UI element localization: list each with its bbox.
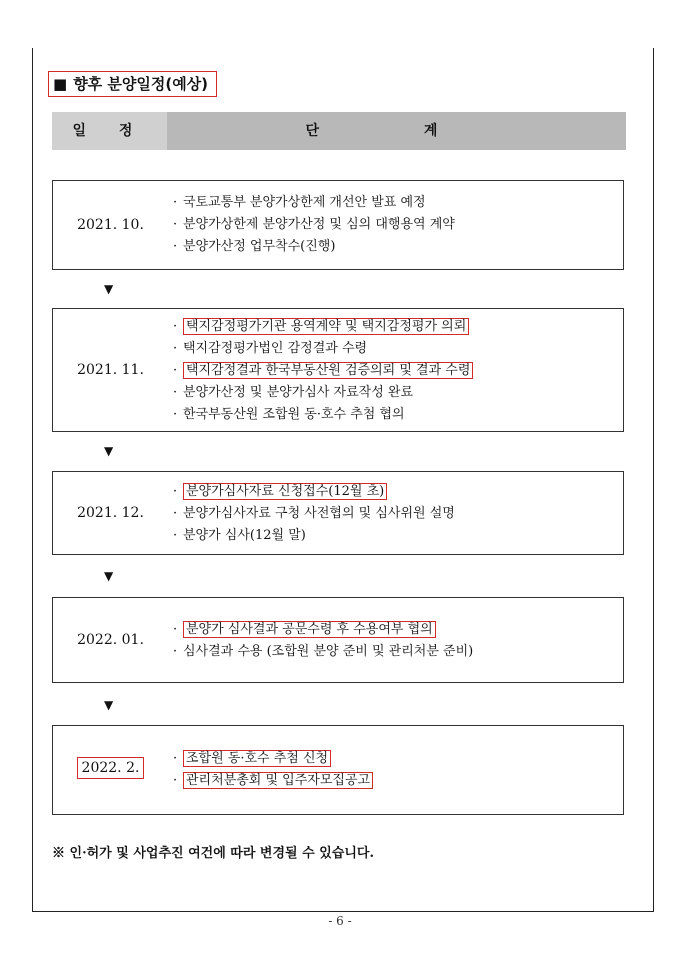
stage-items <box>173 481 455 547</box>
highlight-box: 분양가 심사결과 공문수령 후 수용여부 협의 <box>183 621 436 638</box>
header-date: 일 정 <box>72 123 147 139</box>
stage-items <box>173 748 373 792</box>
table-header <box>52 112 626 150</box>
highlight-box: 관리처분총회 및 입주자모집공고 <box>183 772 373 789</box>
stage-items <box>173 316 473 426</box>
arrow-down-icon: ▼ <box>104 444 114 458</box>
stage-date: 2022. 01. <box>77 632 144 648</box>
list-item: · 심사결과 수용 (조합원 분양 준비 및 관리처분 준비) <box>173 644 474 659</box>
list-item: · 분양가상한제 분양가산정 및 심의 대행용역 계약 <box>173 217 455 232</box>
page-number: - 6 - <box>328 914 352 928</box>
highlight-box: 택지감정평가기관 용역계약 및 택지감정평가 의뢰 <box>183 318 469 335</box>
highlight-box: 조합원 동·호수 추첨 신청 <box>183 750 331 767</box>
list-item: · 분양가심사자료 구청 사전협의 및 심사위원 설명 <box>173 506 455 521</box>
list-item: · 분양가산정 업무착수(진행) <box>173 239 336 254</box>
list-item: · 택지감정평가법인 감정결과 수령 <box>173 341 368 356</box>
stage-2022-01 <box>52 597 624 683</box>
list-item: · 한국부동산원 조합원 동·호수 추첨 협의 <box>173 407 405 422</box>
list-item: · 분양가 심사(12월 말) <box>173 528 306 543</box>
list-item: · 조합원 동·호수 추첨 신청 <box>173 748 373 770</box>
header-step: 단 계 <box>167 112 626 150</box>
list-item: · 국토교통부 분양가상한제 개선안 발표 예정 <box>173 195 426 210</box>
stage-items <box>173 192 455 258</box>
stage-2021-11 <box>52 308 624 432</box>
stage-2021-10 <box>52 180 624 270</box>
footnote: ※ 인·허가 및 사업추진 여건에 따라 변경될 수 있습니다. <box>52 846 374 861</box>
list-item: · 택지감정평가기관 용역계약 및 택지감정평가 의뢰 <box>173 316 473 338</box>
arrow-down-icon: ▼ <box>104 569 114 583</box>
highlight-box: 택지감정결과 한국부동산원 검증의뢰 및 결과 수령 <box>183 362 473 379</box>
stage-items <box>173 619 473 663</box>
stage-2022-02 <box>52 725 624 815</box>
stage-date <box>53 760 168 776</box>
list-item: · 관리처분총회 및 입주자모집공고 <box>173 770 373 792</box>
arrow-down-icon: ▼ <box>104 282 114 296</box>
stage-date: 2021. 12. <box>77 505 144 521</box>
section-title <box>48 71 217 97</box>
list-item: · 분양가 심사결과 공문수령 후 수용여부 협의 <box>173 619 473 641</box>
stage-date: 2021. 11. <box>77 362 144 378</box>
list-item: · 택지감정결과 한국부동산원 검증의뢰 및 결과 수령 <box>173 360 473 382</box>
list-item: · 분양가심사자료 신청접수(12월 초) <box>173 481 455 503</box>
highlight-box: 2022. 2. <box>77 757 145 779</box>
square-bullet-icon: ■ <box>53 75 68 93</box>
stage-date: 2021. 10. <box>77 217 144 233</box>
section-title-text: 향후 분양일정(예상) <box>73 75 209 93</box>
stage-2021-12 <box>52 471 624 555</box>
list-item: · 분양가산정 및 분양가심사 자료작성 완료 <box>173 385 414 400</box>
arrow-down-icon: ▼ <box>104 698 114 712</box>
highlight-box: 분양가심사자료 신청접수(12월 초) <box>183 483 387 500</box>
